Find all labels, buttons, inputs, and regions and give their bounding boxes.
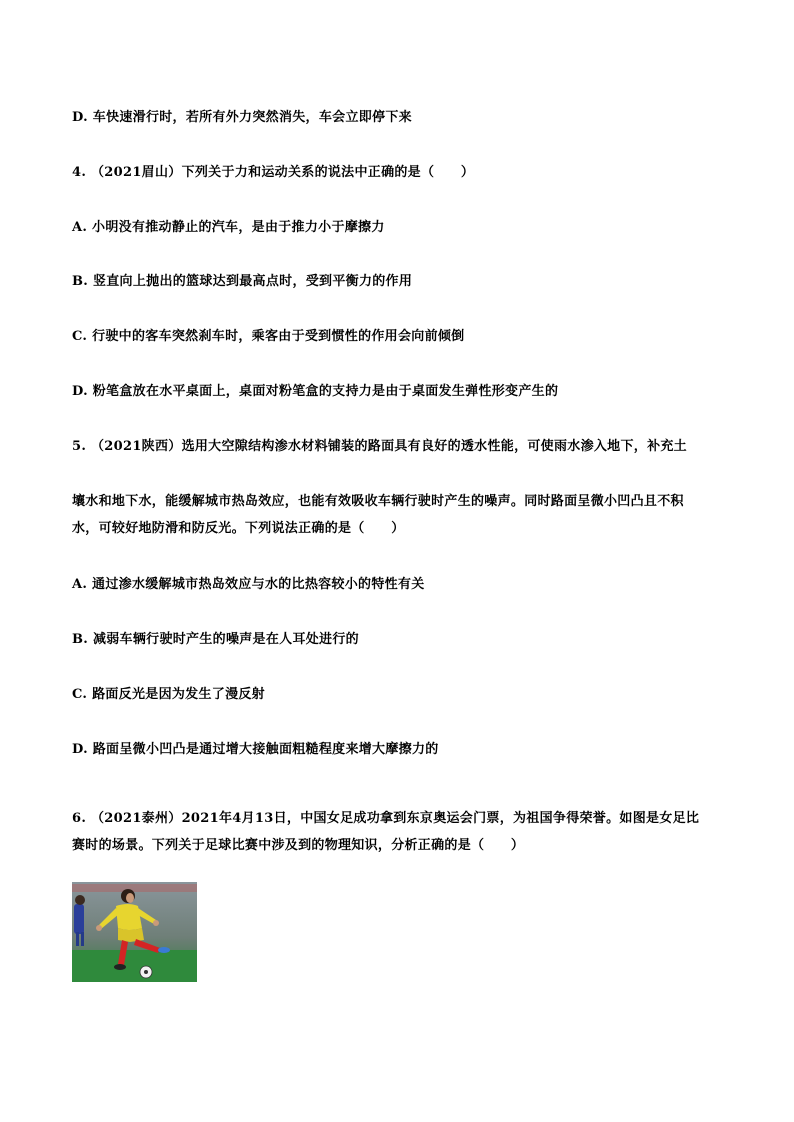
option-4a: A. 小明没有推动静止的汽车，是由于推力小于摩擦力: [72, 220, 385, 235]
option-4b: B. 竖直向上抛出的篮球达到最高点时，受到平衡力的作用: [72, 274, 413, 289]
option-3d: D. 车快速滑行时，若所有外力突然消失，车会立即停下来: [72, 110, 412, 125]
question-4-stem: 4. （2021眉山）下列关于力和运动关系的说法中正确的是（ ）: [72, 165, 475, 180]
soccer-player-illustration: [72, 882, 197, 982]
question-5-stem-line-1: 5. （2021陕西）选用大空隙结构渗水材料铺装的路面具有良好的透水性能，可使雨水渗入地下，补充土: [72, 439, 687, 454]
soccer-match-photo: [72, 882, 197, 982]
question-5-stem-line-2: 壤水和地下水，能缓解城市热岛效应，也能有效吸收车辆行驶时产生的噪声。同时路面呈微小凹凸且不积: [72, 494, 684, 509]
option-5a: A. 通过渗水缓解城市热岛效应与水的比热容较小的特性有关: [72, 577, 425, 592]
option-5c: C. 路面反光是因为发生了漫反射: [72, 687, 265, 702]
question-6-stem-line-2: 赛时的场景。下列关于足球比赛中涉及到的物理知识，分析正确的是（ ）: [72, 838, 525, 853]
option-4c: C. 行驶中的客车突然刹车时，乘客由于受到惯性的作用会向前倾倒: [72, 329, 465, 344]
option-5d: D. 路面呈微小凹凸是通过增大接触面粗糙程度来增大摩擦力的: [72, 742, 439, 757]
option-5b: B. 减弱车辆行驶时产生的噪声是在人耳处进行的: [72, 632, 359, 647]
question-6-stem-line-1: 6. （2021泰州）2021年4月13日，中国女足成功拿到东京奥运会门票，为祖国争得荣誉。如图是女足比: [72, 811, 700, 826]
option-4d: D. 粉笔盒放在水平桌面上，桌面对粉笔盒的支持力是由于桌面发生弹性形变产生的: [72, 384, 559, 399]
question-5-stem-line-3: 水，可较好地防滑和防反光。下列说法正确的是（ ）: [72, 521, 405, 536]
